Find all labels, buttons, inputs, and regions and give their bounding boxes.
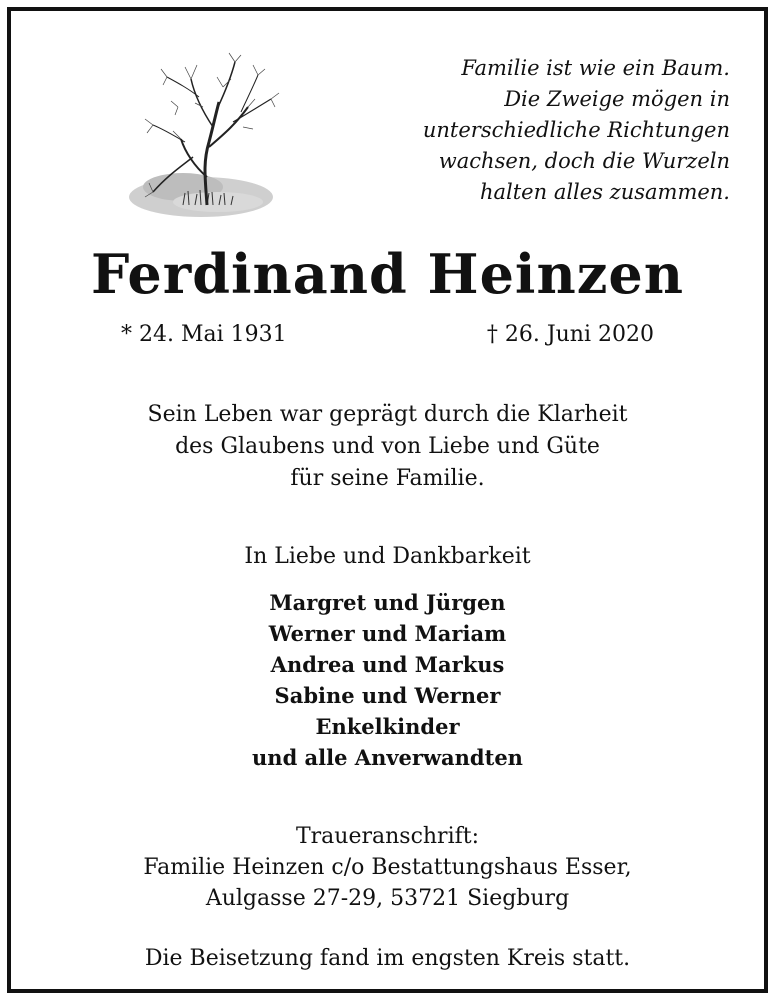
mourner: Sabine und Werner bbox=[274, 683, 501, 708]
address-line: Traueranschrift: bbox=[295, 824, 480, 849]
mourner: Enkelkinder bbox=[315, 714, 460, 739]
tribute-line: für seine Familie. bbox=[290, 466, 485, 491]
mourner: und alle Anverwandten bbox=[252, 745, 523, 770]
birth-date: * 24. Mai 1931 bbox=[121, 322, 287, 347]
mourning-address bbox=[11, 821, 764, 914]
address-line: Familie Heinzen c/o Bestattungshaus Esser, bbox=[143, 855, 632, 880]
tree-icon bbox=[123, 47, 288, 227]
burial-note: Die Beisetzung fand im engsten Kreis statt. bbox=[144, 946, 631, 971]
death-date: † 26. Juni 2020 bbox=[486, 322, 654, 347]
quote-line: unterschiedliche Richtungen bbox=[422, 118, 730, 142]
quote-line: halten alles zusammen. bbox=[479, 180, 730, 204]
dedication: In Liebe und Dankbarkeit bbox=[244, 544, 531, 569]
family-quote bbox=[400, 53, 730, 208]
mourners-list bbox=[11, 587, 764, 773]
mourner: Andrea und Markus bbox=[270, 652, 505, 677]
obituary-frame bbox=[7, 7, 768, 993]
mourner: Margret und Jürgen bbox=[269, 590, 506, 615]
quote-line: wachsen, doch die Wurzeln bbox=[438, 149, 730, 173]
mourner: Werner und Mariam bbox=[268, 621, 507, 646]
tribute-line: des Glaubens und von Liebe und Güte bbox=[175, 434, 600, 459]
quote-line: Familie ist wie ein Baum. bbox=[461, 56, 730, 80]
deceased-name: Ferdinand Heinzen bbox=[91, 242, 684, 306]
tribute-text bbox=[11, 399, 764, 495]
quote-line: Die Zweige mögen in bbox=[504, 87, 730, 111]
address-line: Aulgasse 27-29, 53721 Siegburg bbox=[205, 886, 570, 911]
tribute-line: Sein Leben war geprägt durch die Klarheit bbox=[147, 402, 628, 427]
